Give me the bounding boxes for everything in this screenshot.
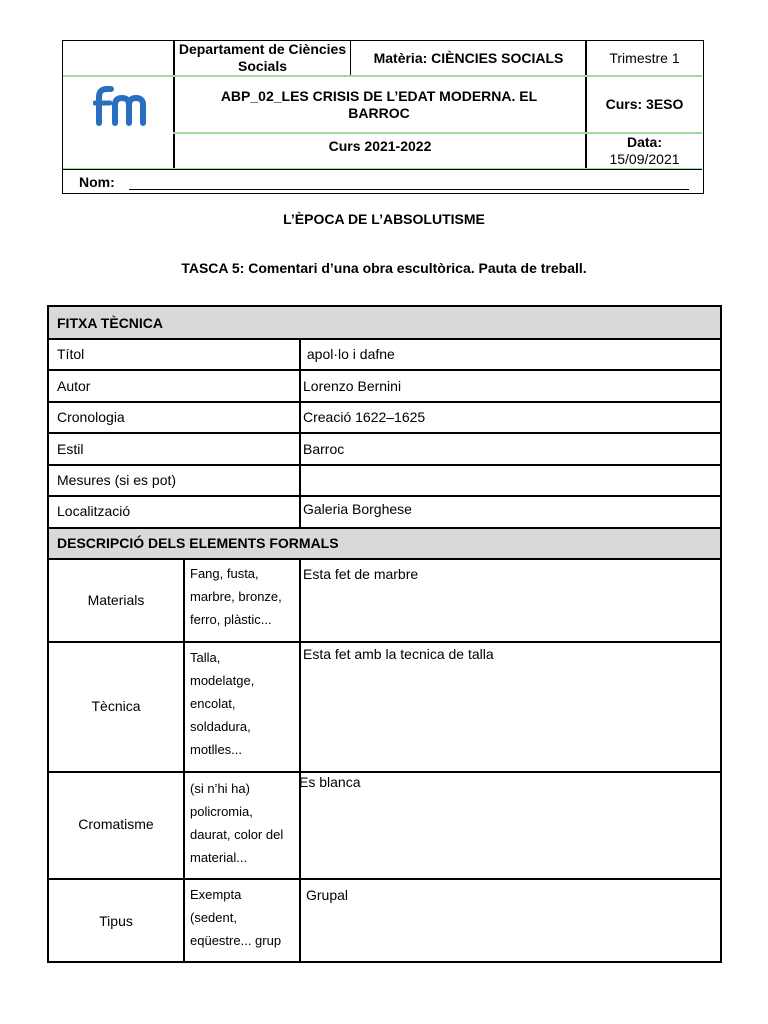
department-label: Departament de Ciències Socials xyxy=(178,41,347,74)
name-input-line[interactable] xyxy=(129,189,689,190)
style-label: Estil xyxy=(57,441,84,457)
chronology-label: Cronologia xyxy=(57,409,125,425)
technique-label: Tècnica xyxy=(91,698,141,714)
subject-label: Matèria: CIÈNCIES SOCIALS xyxy=(373,49,564,66)
school-year: Curs 2021-2022 xyxy=(328,138,432,154)
chronology-value[interactable]: Creació 1622–1625 xyxy=(303,409,426,425)
date-value: 15/09/2021 xyxy=(609,151,680,167)
project-title: ABP_02_LES CRISIS DE L’EDAT MODERNA. EL BARROC xyxy=(220,87,538,121)
document-header xyxy=(62,40,704,194)
location-label: Localització xyxy=(57,503,131,519)
type-hint: Exempta (sedent, eqüestre... grup xyxy=(190,887,282,948)
location-value[interactable]: Galeria Borghese xyxy=(303,501,412,517)
chromatism-answer[interactable]: Es blanca xyxy=(299,774,361,790)
worksheet-table xyxy=(47,305,722,963)
measures-label: Mesures (si es pot) xyxy=(57,472,177,488)
technique-hint: Talla, modelatge, encolat, soldadura, motlles... xyxy=(190,650,255,757)
materials-answer[interactable]: Esta fet de marbre xyxy=(303,566,419,582)
type-answer[interactable]: Grupal xyxy=(306,887,349,903)
type-label: Tipus xyxy=(99,913,133,929)
task-title: TASCA 5: Comentari d’una obra escultòrica. Pauta de treball. xyxy=(181,260,587,276)
technical-sheet-title: FITXA TÈCNICA xyxy=(57,315,164,331)
page-heading: L’ÈPOCA DE L’ABSOLUTISME xyxy=(283,211,485,227)
author-value[interactable]: Lorenzo Bernini xyxy=(303,378,402,394)
date-label: Data: xyxy=(626,134,662,150)
term-label: Trimestre 1 xyxy=(609,49,680,66)
title-value[interactable]: apol·lo i dafne xyxy=(303,346,395,362)
school-logo xyxy=(93,83,149,127)
formal-elements-title: DESCRIPCIÓ DELS ELEMENTS FORMALS xyxy=(57,535,339,551)
title-label: Títol xyxy=(57,346,85,362)
materials-label: Materials xyxy=(87,592,145,608)
style-value[interactable]: Barroc xyxy=(303,441,345,457)
materials-hint: Fang, fusta, marbre, bronze, ferro, plàstic... xyxy=(190,566,282,627)
chromatism-label: Cromatisme xyxy=(78,816,154,832)
date-cell xyxy=(587,134,702,168)
technique-answer[interactable]: Esta fet amb la tecnica de talla xyxy=(303,646,494,662)
name-label: Nom: xyxy=(79,174,115,190)
course-level: Curs: 3ESO xyxy=(605,96,684,112)
chromatism-hint: (si n’hi ha) policromia, daurat, color del material... xyxy=(190,781,284,865)
author-label: Autor xyxy=(57,378,91,394)
